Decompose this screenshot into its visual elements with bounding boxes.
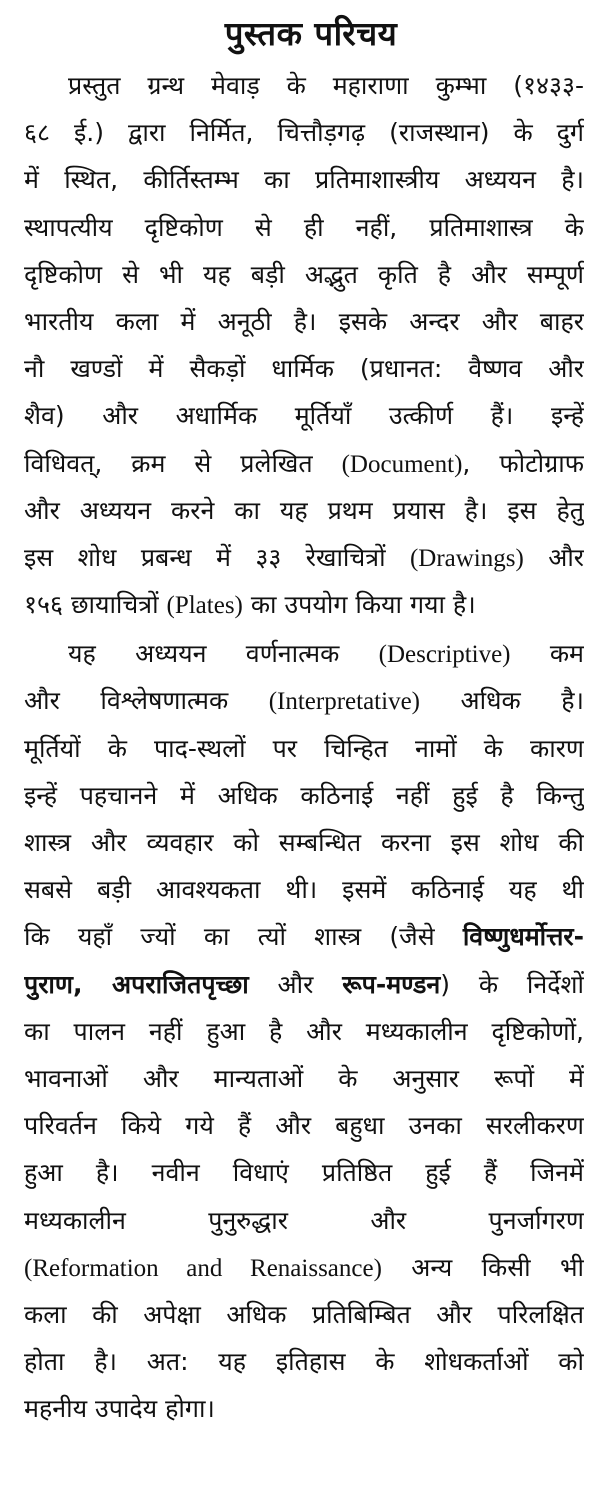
text-segment: हुआ है। नवीन विधाएं प्रतिष्ठित हुई हैं जिनमें bbox=[24, 1158, 584, 1188]
text-line bbox=[24, 725, 584, 772]
text-segment: मध्यकालीन पुनुरुद्धार और पुनर्जागरण bbox=[24, 1205, 584, 1235]
text-segment: में स्थित, कीर्तिस्तम्भ का प्रतिमाशास्त्रीय अध्ययन है। bbox=[24, 165, 584, 195]
english-term: (Descriptive) bbox=[378, 641, 511, 669]
text-line bbox=[24, 1197, 584, 1244]
text-segment: मूर्तियों के पाद-स्थलों पर चिन्हित नामों के कारण bbox=[24, 733, 584, 763]
text-line bbox=[24, 1385, 584, 1432]
text-line bbox=[24, 961, 584, 1008]
text-segment: १५६ छायाचित्रों bbox=[24, 590, 167, 620]
english-term: (Drawings) bbox=[409, 544, 524, 572]
english-term: (Plates) bbox=[166, 592, 243, 620]
text-segment: का उपयोग किया गया है। bbox=[242, 590, 476, 620]
text-line bbox=[24, 772, 584, 819]
scripture-title: रूप-मण्डन bbox=[342, 969, 441, 999]
text-line bbox=[24, 1149, 584, 1196]
paragraph-1 bbox=[24, 62, 584, 628]
book-page bbox=[24, 0, 584, 1432]
text-line bbox=[24, 819, 584, 866]
text-line bbox=[24, 487, 584, 534]
text-line bbox=[24, 1055, 584, 1102]
paragraph-2 bbox=[24, 630, 584, 1432]
text-segment: इन्हें पहचानने में अधिक कठिनाई नहीं हुई है किन्तु bbox=[24, 780, 584, 810]
text-line bbox=[24, 1102, 584, 1149]
text-segment: और bbox=[523, 542, 584, 572]
text-segment: भारतीय कला में अनूठी है। इसके अन्दर और बाहर bbox=[24, 306, 584, 336]
text-segment: इस शोध प्रबन्ध में ३३ रेखाचित्रों bbox=[24, 542, 410, 572]
text-segment: ) के निर्देशों bbox=[440, 969, 584, 999]
text-line bbox=[24, 440, 584, 487]
text-segment: , फोटोग्राफ bbox=[462, 448, 584, 478]
text-segment: नौ खण्डों में सैकड़ों धार्मिक (प्रधानत: वैष्णव और bbox=[24, 354, 584, 384]
text-line bbox=[24, 345, 584, 392]
text-segment: शास्त्र और व्यवहार को सम्बन्धित करना इस शोध की bbox=[24, 828, 584, 857]
text-line bbox=[24, 62, 584, 109]
text-line bbox=[24, 534, 584, 581]
text-line bbox=[24, 913, 584, 960]
english-term: (Document) bbox=[341, 450, 463, 478]
text-line bbox=[24, 392, 584, 439]
text-segment: दृष्टिकोण से भी यह बड़ी अद्भुत कृति है और सम्पूर्ण bbox=[24, 259, 584, 289]
text-line bbox=[24, 156, 584, 203]
text-segment: कम bbox=[510, 639, 584, 669]
english-term: (Interpretative) bbox=[268, 688, 420, 716]
text-segment: सबसे बड़ी आवश्यकता थी। इसमें कठिनाई यह थी bbox=[24, 875, 584, 905]
text-segment: कि यहाँ ज्यों का त्यों शास्त्र (जैसे bbox=[24, 922, 463, 952]
text-line bbox=[24, 1338, 584, 1385]
text-line bbox=[24, 298, 584, 345]
text-line bbox=[24, 581, 584, 628]
text-segment: स्थापत्यीय दृष्टिकोण से ही नहीं, प्रतिमाशास्त्र के bbox=[24, 212, 584, 242]
text-segment: विधिवत्, क्रम से प्रलेखित bbox=[24, 448, 342, 478]
text-segment: भावनाओं और मान्यताओं के अनुसार रूपों में bbox=[24, 1063, 584, 1093]
text-line bbox=[24, 677, 584, 724]
text-line bbox=[24, 866, 584, 913]
text-segment: ६८ ई.) द्वारा निर्मित, चित्तौड़गढ़ (राजस्थान) के दुर्ग bbox=[24, 118, 584, 148]
scripture-title: पुराण, अपराजितपृच्छा bbox=[24, 969, 249, 999]
scripture-title: विष्णुधर्मोत्तर- bbox=[462, 922, 584, 952]
text-segment: अधिक है। bbox=[420, 686, 584, 716]
text-segment: यह अध्ययन वर्णनात्मक bbox=[68, 639, 379, 669]
page-title: पुस्तक परिचय bbox=[224, 14, 398, 53]
english-term: (Reformation and Renaissance) bbox=[24, 1254, 382, 1282]
text-segment: कला की अपेक्षा अधिक प्रतिबिम्बित और परिलक्षित bbox=[24, 1299, 584, 1329]
text-line bbox=[24, 109, 584, 156]
text-line bbox=[24, 251, 584, 298]
text-segment: और विश्लेषणात्मक bbox=[24, 686, 269, 716]
text-line bbox=[24, 1244, 584, 1291]
text-line bbox=[24, 630, 584, 677]
text-segment: अन्य किसी भी bbox=[381, 1252, 584, 1282]
text-segment: और अध्ययन करने का यह प्रथम प्रयास है। इस हेतु bbox=[24, 495, 584, 525]
text-segment: और bbox=[248, 969, 343, 999]
text-segment: महनीय उपादेय होगा। bbox=[24, 1394, 215, 1424]
text-line bbox=[24, 1008, 584, 1055]
text-line bbox=[24, 204, 584, 251]
text-line bbox=[24, 1291, 584, 1338]
text-segment: होता है। अत: यह इतिहास के शोधकर्ताओं को bbox=[24, 1347, 584, 1377]
text-segment: प्रस्तुत ग्रन्थ मेवाड़ के महाराणा कुम्भा (१४३३- bbox=[68, 71, 584, 100]
text-segment: का पालन नहीं हुआ है और मध्यकालीन दृष्टिकोणों, bbox=[24, 1016, 584, 1046]
text-segment: शैव) और अधार्मिक मूर्तियाँ उत्कीर्ण हैं। इन्हें bbox=[24, 401, 584, 431]
text-segment: परिवर्तन किये गये हैं और बहुधा उनका सरलीकरण bbox=[24, 1111, 584, 1141]
